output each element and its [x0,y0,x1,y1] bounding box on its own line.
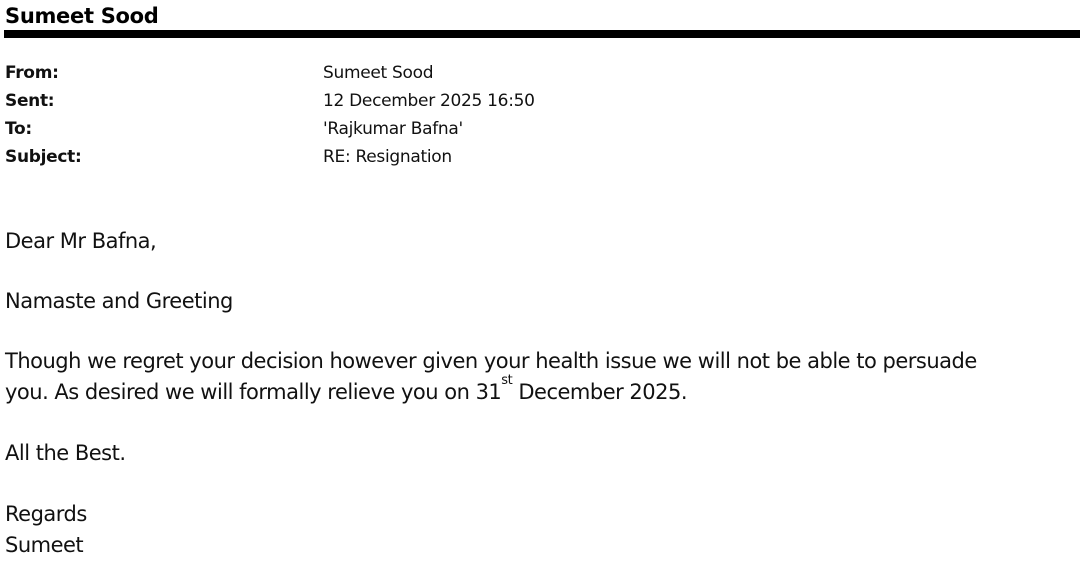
signature-name: Sumeet [5,533,84,557]
salutation: Dear Mr Bafna, [5,229,157,253]
closing-wish: All the Best. [5,441,126,465]
paragraph-line-1: Though we regret your decision however given your health issue we will not be able to persuade [5,349,977,373]
to-label: To: [5,119,32,139]
signoff: Regards [5,502,87,526]
from-label: From: [5,63,59,83]
header-row-from [5,60,705,88]
subject-value: RE: Resignation [323,147,452,167]
header-row-sent [5,88,705,116]
signature-block [5,499,87,561]
email-header-fields [5,60,705,172]
greeting: Namaste and Greeting [5,289,233,313]
header-row-to [5,116,705,144]
header-row-subject [5,144,705,172]
from-value: Sumeet Sood [323,63,434,83]
email-sender-title: Sumeet Sood [5,4,159,28]
sent-value: 12 December 2025 16:50 [323,91,535,111]
subject-label: Subject: [5,147,82,167]
to-value: 'Rajkumar Bafna' [323,119,463,139]
sent-label: Sent: [5,91,55,111]
message-paragraph [5,346,977,408]
ordinal-suffix: st [501,373,513,388]
paragraph-line-2-end: December 2025. [512,380,688,404]
header-divider [4,30,1080,38]
paragraph-line-2 [5,373,977,408]
paragraph-line-2-start: you. As desired we will formally relieve you on 31 [5,380,502,404]
